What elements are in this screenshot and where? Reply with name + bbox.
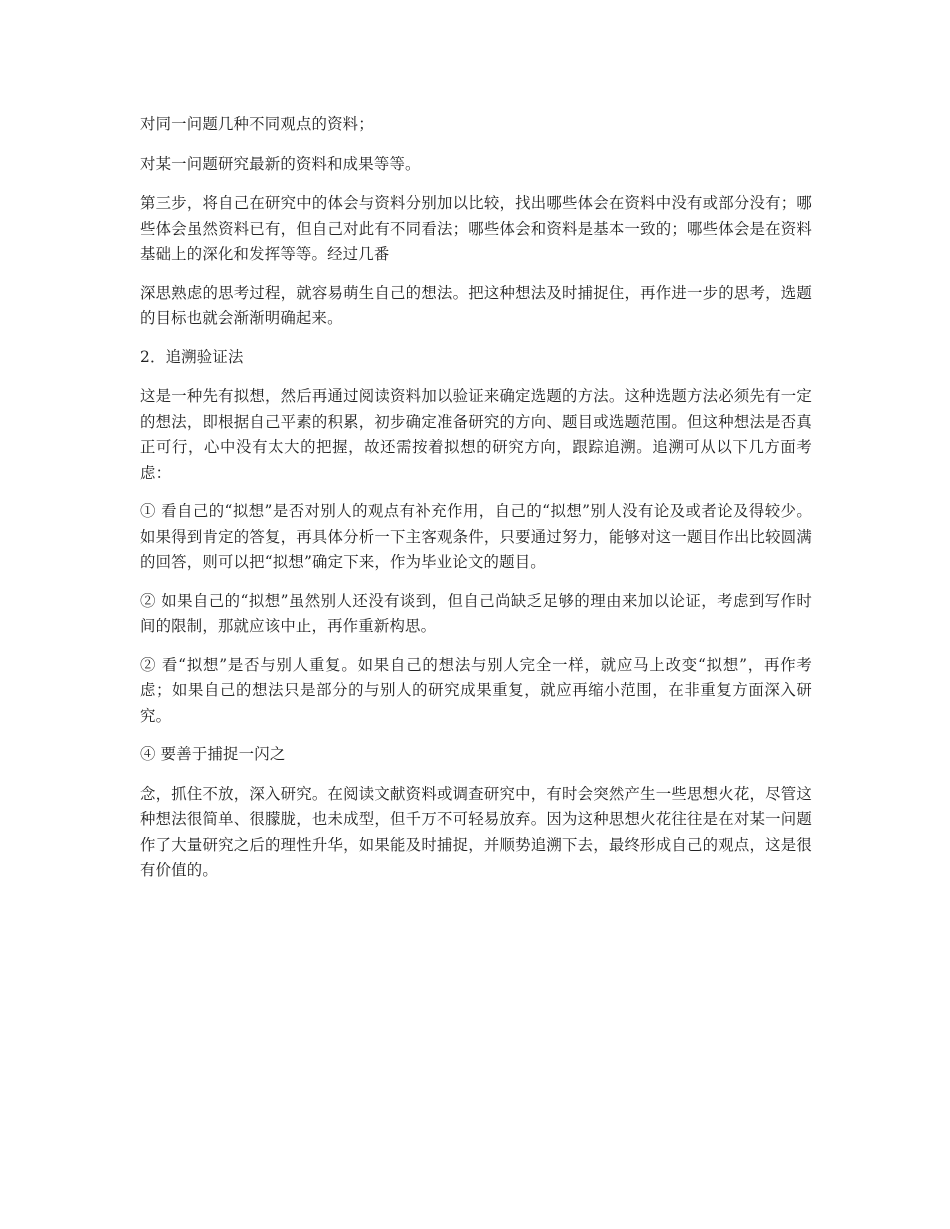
paragraph-5: 这是一种先有拟想，然后再通过阅读资料加以验证来确定选题的方法。这种选题方法必须先有一定的想法，即根据自己平素的积累，初步确定准备研究的方向、题目或选题范围。但这种想法是否真正可行，心中没有太大的把握，故还需按着拟想的研究方向，跟踪追溯。追溯可从以下几方面考虑： bbox=[140, 387, 812, 482]
paragraph-6: 念，抓住不放，深入研究。在阅读文献资料或调查研究中，有时会突然产生一些思想火花，尽管这种想法很简单、很朦胧，也未成型，但千万不可轻易放弃。因为这种思想火花往往是在对某一问题作了大量研究之后的理性升华，如果能及时捕捉，并顺势追溯下去，最终形成自己的观点，这是很有价值的。 bbox=[140, 784, 812, 879]
list-item-1: ① 看自己的“拟想”是否对别人的观点有补充作用，自己的“拟想”别人没有论及或者论及得较少。如果得到肯定的答复，再具体分析一下主客观条件，只要通过努力，能够对这一题目作出比较圆满的回答，则可以把“拟想”确定下来，作为毕业论文的题目。 bbox=[140, 502, 812, 571]
paragraph-1: 对同一问题几种不同观点的资料； bbox=[140, 115, 374, 133]
list-item-3: ② 看“拟想”是否与别人重复。如果自己的想法与别人完全一样，就应马上改变“拟想”，再作考虑；如果自己的想法只是部分的与别人的研究成果重复，就应再缩小范围，在非重复方面深入研究。 bbox=[140, 655, 812, 725]
section-heading: 2．追溯验证法 bbox=[140, 347, 244, 366]
document-page bbox=[140, 112, 812, 897]
list-item-2: ② 如果自己的“拟想”虽然别人还没有谈到，但自己尚缺乏足够的理由来加以论证，考虑到写作时间的限制，那就应该中止，再作重新构思。 bbox=[140, 591, 812, 635]
paragraph-3: 第三步，将自己在研究中的体会与资料分别加以比较，找出哪些体会在资料中没有或部分没有；哪些体会虽然资料已有，但自己对此有不同看法；哪些体会和资料是基本一致的；哪些体会是在资料基础上的深化和发挥等等。经过几番 bbox=[140, 194, 812, 263]
paragraph-2: 对某一问题研究最新的资料和成果等等。 bbox=[140, 154, 421, 173]
paragraph-4: 深思熟虑的思考过程，就容易萌生自己的想法。把这种想法及时捕捉住，再作进一步的思考，选题的目标也就会渐渐明确起来。 bbox=[140, 283, 812, 327]
list-item-4: ④ 要善于捕捉一闪之 bbox=[140, 745, 286, 763]
